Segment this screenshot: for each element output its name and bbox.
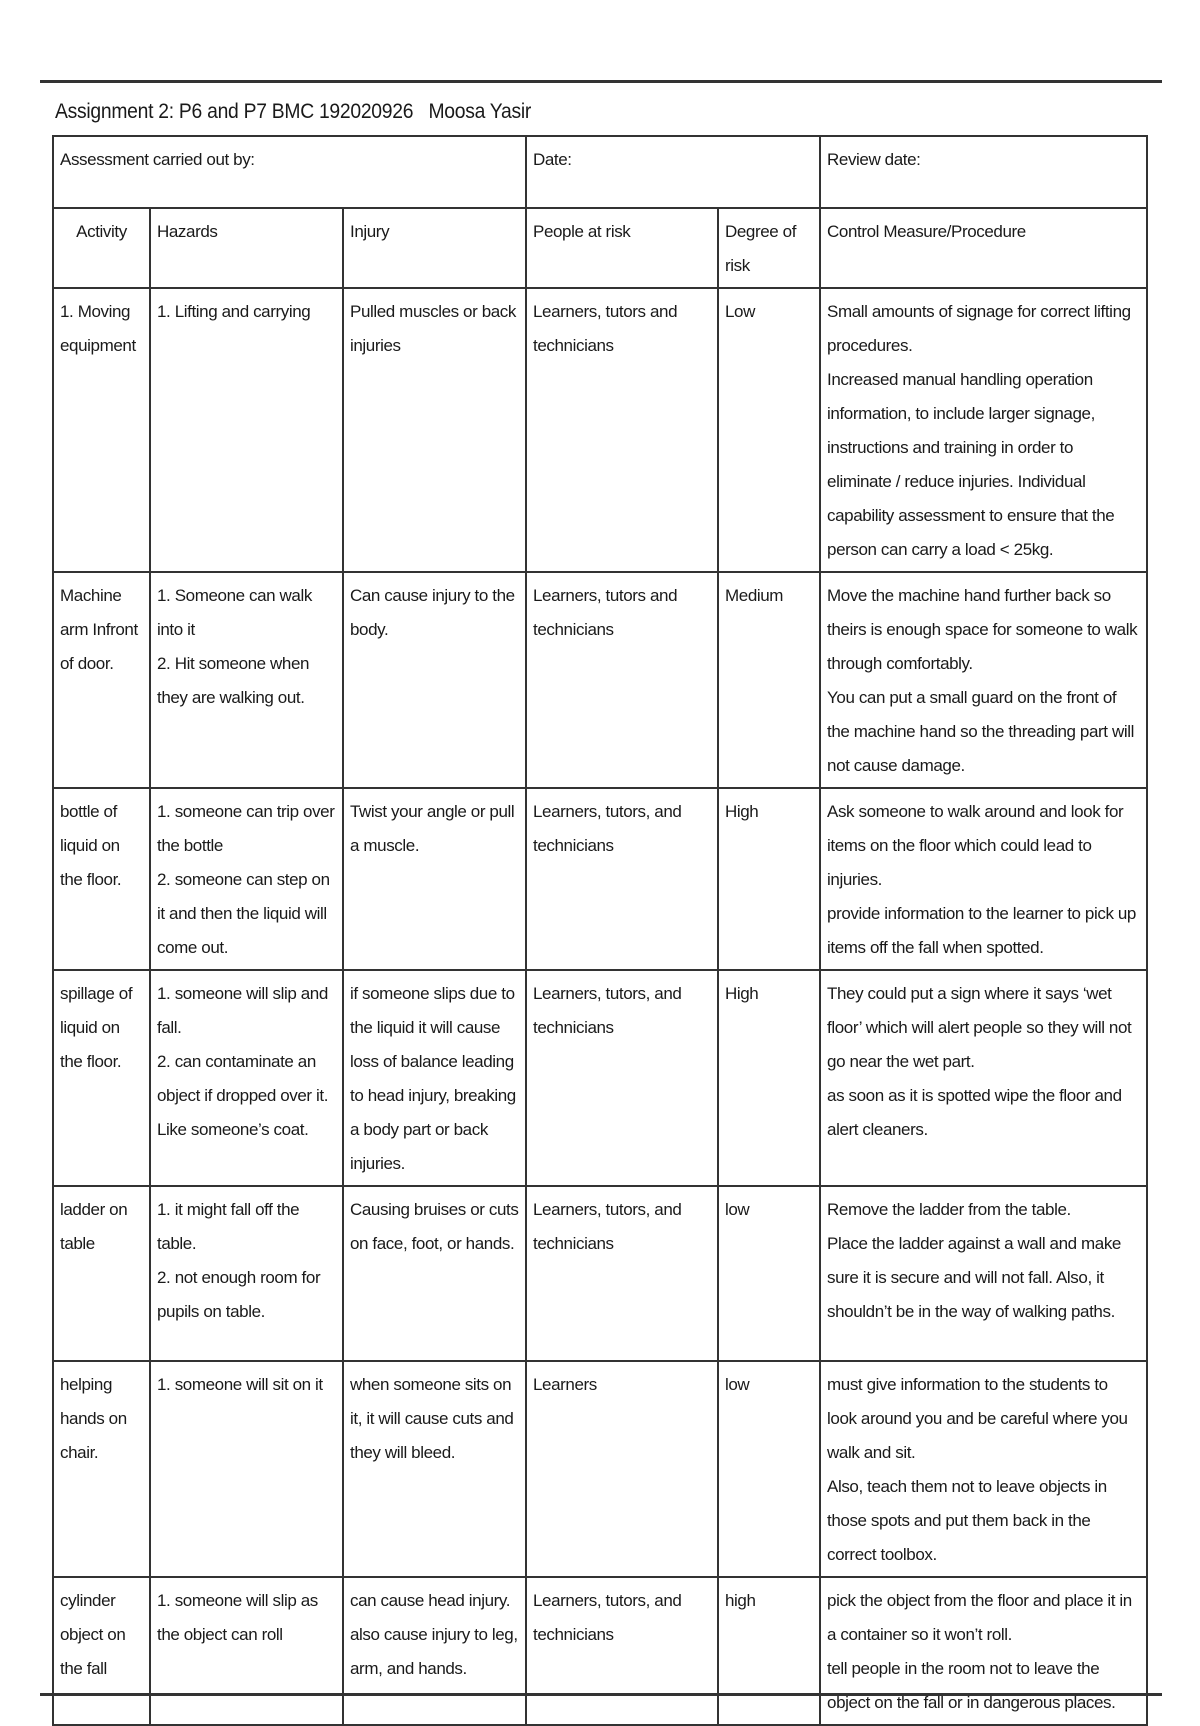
date-label: Date:: [533, 150, 572, 169]
document-title: Assignment 2: P6 and P7 BMC 192020926 Moosa Yasir: [55, 100, 532, 123]
column-header-hazards: Hazards: [150, 208, 343, 288]
column-header-injury: Injury: [343, 208, 526, 288]
table-row: [53, 1186, 1147, 1361]
bottom-divider: [40, 1693, 1162, 1696]
people-at-risk-cell: Learners, tutors, and technicians: [526, 970, 718, 1186]
control-measure-cell: They could put a sign where it says ‘wet floor’ which will alert people so they will not go near the wet part. as soon as it is spotted wipe the floor and alert cleaners.: [820, 970, 1147, 1186]
hazards-cell: 1. someone will sit on it: [150, 1361, 343, 1577]
people-at-risk-cell: Learners, tutors and technicians: [526, 288, 718, 572]
table-row: [53, 288, 1147, 572]
activity-cell: spillage of liquid on the floor.: [53, 970, 150, 1186]
degree-of-risk-cell: Low: [718, 288, 820, 572]
activity-cell: 1. Moving equipment: [53, 288, 150, 572]
hazards-cell: 1. it might fall off the table. 2. not enough room for pupils on table.: [150, 1186, 343, 1361]
risk-assessment-sheet: [52, 135, 1146, 1726]
control-measure-cell: pick the object from the floor and place it in a container so it won’t roll. tell people in the room not to leave the object on the fall or in dangerous places.: [820, 1577, 1147, 1725]
column-header-control-measure: Control Measure/Procedure: [820, 208, 1147, 288]
review-date-label: Review date:: [827, 150, 921, 169]
table-row: [53, 1361, 1147, 1577]
injury-cell: can cause head injury. also cause injury to leg, arm, and hands.: [343, 1577, 526, 1725]
control-measure-cell: Small amounts of signage for correct lifting procedures. Increased manual handling operation information, to include larger signage, instructions and training in order to eliminate / reduce injuries. Individual capability assessment to ensure that the person can carry a load < 25kg.: [820, 288, 1147, 572]
review-date-cell[interactable]: [820, 136, 1147, 208]
degree-of-risk-cell: high: [718, 1577, 820, 1725]
degree-of-risk-cell: High: [718, 788, 820, 970]
control-measure-cell: Remove the ladder from the table. Place the ladder against a wall and make sure it is secure and will not fall. Also, it shouldn’t be in the way of walking paths.: [820, 1186, 1147, 1361]
assessment-meta-row: [53, 136, 1147, 208]
degree-of-risk-cell: High: [718, 970, 820, 1186]
people-at-risk-cell: Learners, tutors, and technicians: [526, 788, 718, 970]
activity-cell: Machine arm Infront of door.: [53, 572, 150, 788]
injury-cell: when someone sits on it, it will cause cuts and they will bleed.: [343, 1361, 526, 1577]
carried-out-by-label: Assessment carried out by:: [60, 150, 255, 169]
activity-cell: cylinder object on the fall: [53, 1577, 150, 1725]
risk-assessment-table: [52, 135, 1148, 1726]
carried-out-by-cell[interactable]: [53, 136, 526, 208]
injury-cell: Twist your angle or pull a muscle.: [343, 788, 526, 970]
injury-cell: Can cause injury to the body.: [343, 572, 526, 788]
injury-cell: if someone slips due to the liquid it will cause loss of balance leading to head injury, breaking a body part or back injuries.: [343, 970, 526, 1186]
people-at-risk-cell: Learners, tutors and technicians: [526, 572, 718, 788]
hazards-cell: 1. someone will slip as the object can roll: [150, 1577, 343, 1725]
control-measure-cell: Ask someone to walk around and look for items on the floor which could lead to injuries. provide information to the learner to pick up items off the fall when spotted.: [820, 788, 1147, 970]
control-measure-cell: Move the machine hand further back so theirs is enough space for someone to walk through comfortably. You can put a small guard on the front of the machine hand so the threading part will not cause damage.: [820, 572, 1147, 788]
activity-cell: helping hands on chair.: [53, 1361, 150, 1577]
people-at-risk-cell: Learners: [526, 1361, 718, 1577]
table-row: [53, 788, 1147, 970]
control-measure-cell: must give information to the students to look around you and be careful where you walk and sit. Also, teach them not to leave objects in those spots and put them back in the correct toolbox.: [820, 1361, 1147, 1577]
hazards-cell: 1. someone will slip and fall. 2. can contaminate an object if dropped over it. Like someone’s coat.: [150, 970, 343, 1186]
table-row: [53, 970, 1147, 1186]
table-row: [53, 572, 1147, 788]
table-row: [53, 1577, 1147, 1725]
people-at-risk-cell: Learners, tutors, and technicians: [526, 1577, 718, 1725]
table-header-row: [53, 208, 1147, 288]
injury-cell: Causing bruises or cuts on face, foot, or hands.: [343, 1186, 526, 1361]
top-divider: [40, 80, 1162, 83]
activity-cell: ladder on table: [53, 1186, 150, 1361]
column-header-activity: Activity: [53, 208, 150, 288]
date-cell[interactable]: [526, 136, 820, 208]
degree-of-risk-cell: low: [718, 1186, 820, 1361]
degree-of-risk-cell: Medium: [718, 572, 820, 788]
column-header-degree-of-risk: Degree of risk: [718, 208, 820, 288]
degree-of-risk-cell: low: [718, 1361, 820, 1577]
hazards-cell: 1. Someone can walk into it 2. Hit someone when they are walking out.: [150, 572, 343, 788]
injury-cell: Pulled muscles or back injuries: [343, 288, 526, 572]
hazards-cell: 1. Lifting and carrying: [150, 288, 343, 572]
people-at-risk-cell: Learners, tutors, and technicians: [526, 1186, 718, 1361]
hazards-cell: 1. someone can trip over the bottle 2. someone can step on it and then the liquid will come out.: [150, 788, 343, 970]
column-header-people-at-risk: People at risk: [526, 208, 718, 288]
activity-cell: bottle of liquid on the floor.: [53, 788, 150, 970]
